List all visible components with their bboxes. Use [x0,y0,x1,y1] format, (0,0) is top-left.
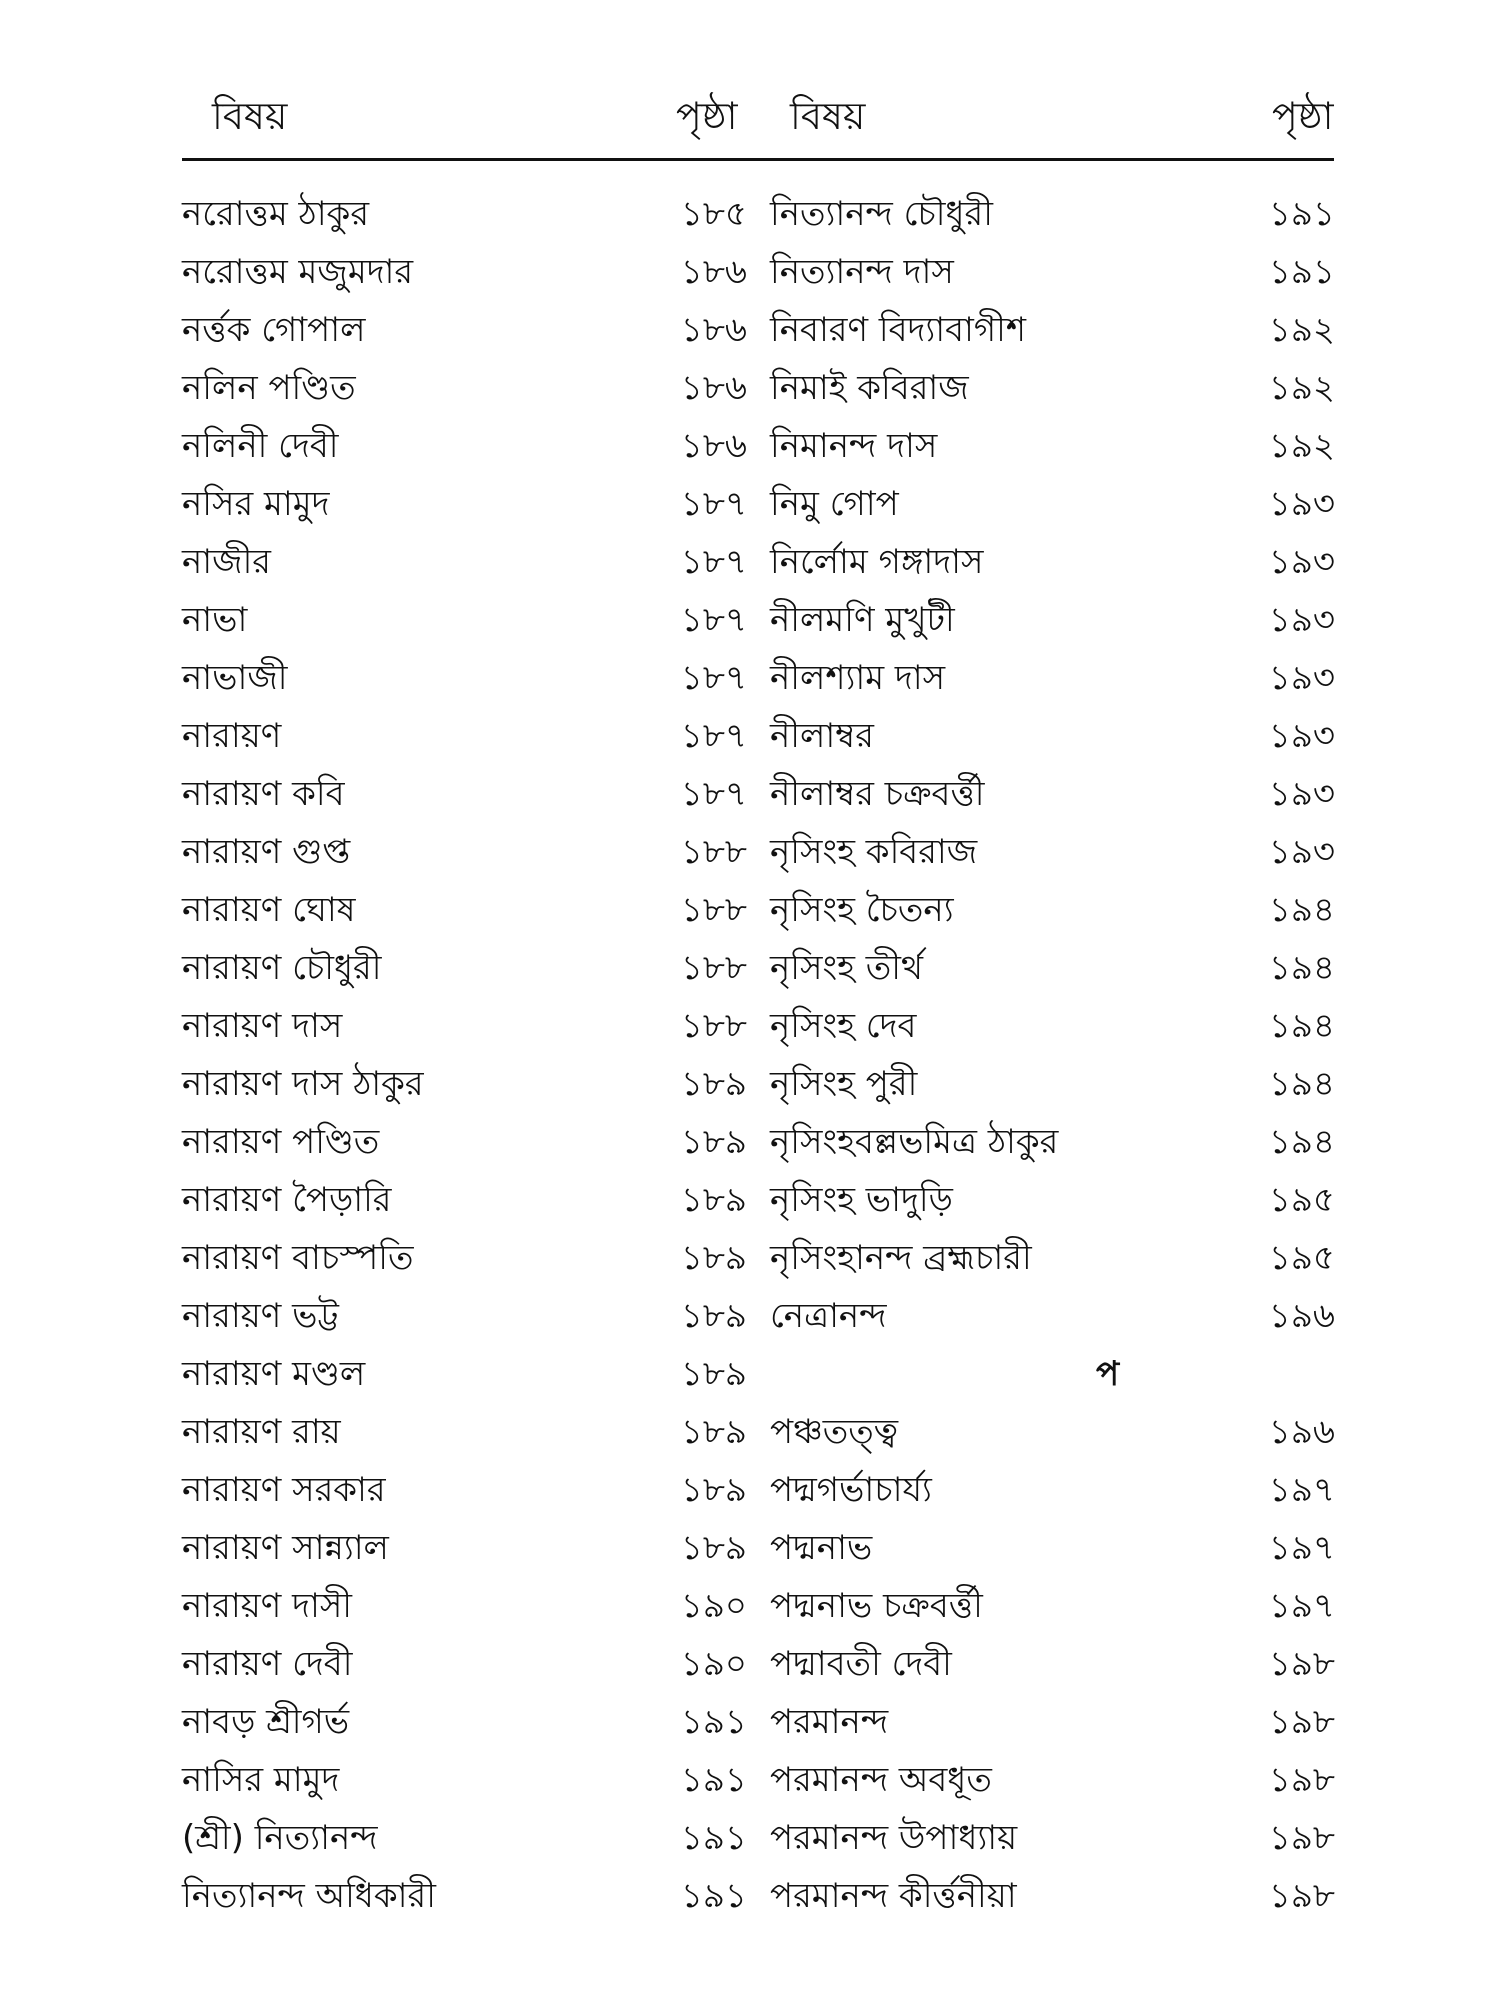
entry-name: নসির মামুদ [182,484,330,524]
index-entry [182,1055,747,1113]
entry-name: নারায়ণ গুপ্ত [182,832,351,872]
index-entry [770,939,1335,997]
entry-name: পদ্মনাভ চক্রবর্ত্তী [770,1586,983,1626]
entry-page-number: ১৮৭ [680,484,747,524]
entry-name: নারায়ণ [182,716,282,756]
entry-page-number: ১৯৩ [1268,484,1335,524]
entry-name: নীলাম্বর চক্রবর্ত্তী [770,774,985,814]
entry-page-number: ১৯৭ [1268,1528,1335,1568]
entry-page-number: ১৮৯ [680,1296,747,1336]
index-entry [182,591,747,649]
entry-name: নিত্যানন্দ দাস [770,252,954,292]
entry-page-number: ১৯২ [1268,310,1335,350]
entry-page-number: ১৮৬ [680,426,747,466]
index-entry [770,301,1335,359]
index-entry [770,823,1335,881]
entry-name: নৃসিংহ কবিরাজ [770,832,978,872]
entry-name: নাসির মামুদ [182,1760,340,1800]
entry-name: নারায়ণ দাস [182,1006,343,1046]
entry-page-number: ১৮৫ [680,194,747,234]
entry-name: নৃসিংহ পুরী [770,1064,918,1104]
index-entry [770,1055,1335,1113]
entry-name: নারায়ণ রায় [182,1412,341,1452]
entry-name: নারায়ণ দেবী [182,1644,353,1684]
index-entry [770,359,1335,417]
entry-name: নীলশ্যাম দাস [770,658,946,698]
entry-name: নৃসিংহ দেব [770,1006,917,1046]
entry-page-number: ১৯৩ [1268,600,1335,640]
entry-page-number: ১৯৪ [1268,1064,1335,1104]
entry-page-number: ১৯৪ [1268,1006,1335,1046]
entry-page-number: ১৯৩ [1268,774,1335,814]
entry-page-number: ১৮৭ [680,600,747,640]
left-index-column [182,185,747,1925]
entry-name: নির্লোম গঙ্গাদাস [770,542,984,582]
entry-page-number: ১৯৭ [1268,1470,1335,1510]
index-entry [770,1113,1335,1171]
index-entry [770,1403,1335,1461]
index-entry [182,1171,747,1229]
entry-page-number: ১৯৩ [1268,542,1335,582]
entry-page-number: ১৮৯ [680,1354,747,1394]
entry-name: নৃসিংহ ভাদুড়ি [770,1180,953,1220]
entry-name: পরমানন্দ কীর্ত্তনীয়া [770,1876,1017,1916]
index-entry [182,1113,747,1171]
entry-page-number: ১৯৩ [1268,832,1335,872]
index-entry [770,1693,1335,1751]
index-entry [182,1693,747,1751]
entry-page-number: ১৯৭ [1268,1586,1335,1626]
entry-page-number: ১৯৪ [1268,1122,1335,1162]
entry-page-number: ১৮৯ [680,1238,747,1278]
entry-name: নৃসিংহ চৈতন্য [770,890,954,930]
index-entry [182,1229,747,1287]
entry-name: নারায়ণ সান্ন্যাল [182,1528,389,1568]
index-entry [182,1867,747,1925]
entry-name: নারায়ণ মণ্ডল [182,1354,366,1394]
index-entry [770,243,1335,301]
entry-name: পরমানন্দ [770,1702,889,1742]
index-entry [770,997,1335,1055]
entry-page-number: ১৯১ [680,1702,747,1742]
index-entry [182,185,747,243]
entry-name: নারায়ণ চৌধুরী [182,948,382,988]
entry-name: নিবারণ বিদ্যাবাগীশ [770,310,1027,350]
entry-name: নেত্রানন্দ [770,1296,887,1336]
entry-page-number: ১৯৫ [1268,1238,1335,1278]
index-entry [770,1867,1335,1925]
index-entry [182,1403,747,1461]
index-entry [770,649,1335,707]
entry-name: নলিন পণ্ডিত [182,368,356,408]
entry-name: নারায়ণ দাস ঠাকুর [182,1064,424,1104]
entry-name: নারায়ণ সরকার [182,1470,386,1510]
index-entry [770,1809,1335,1867]
index-entry [770,1287,1335,1345]
entry-page-number: ১৯১ [680,1876,747,1916]
entry-name: নরোত্তম ঠাকুর [182,194,370,234]
entry-page-number: ১৮৭ [680,716,747,756]
index-entry [770,533,1335,591]
right-page-header: পৃষ্ঠা [1272,94,1334,138]
index-entry [770,765,1335,823]
index-entry [770,475,1335,533]
entry-page-number: ১৯৮ [1268,1876,1335,1916]
entry-page-number: ১৮৯ [680,1064,747,1104]
entry-name: নারায়ণ পৈড়ারি [182,1180,392,1220]
entry-name: নাজীর [182,542,272,582]
index-entry [182,301,747,359]
index-entry [182,649,747,707]
index-entry [182,1751,747,1809]
entry-name: নারায়ণ বাচস্পতি [182,1238,414,1278]
index-entry [770,185,1335,243]
entry-name: নিমু গোপ [770,484,899,524]
entry-name: নৃসিংহ তীর্থ [770,948,924,988]
entry-page-number: ১৯৩ [1268,658,1335,698]
left-page-header: পৃষ্ঠা [676,94,738,138]
index-entry [182,1809,747,1867]
index-entry [770,1519,1335,1577]
entry-name: নৃসিংহানন্দ ব্রহ্মচারী [770,1238,1032,1278]
entry-name: পরমানন্দ অবধূত [770,1760,992,1800]
index-entry [182,881,747,939]
entry-name: নারায়ণ ভট্ট [182,1296,339,1336]
entry-name: নিত্যানন্দ অধিকারী [182,1876,436,1916]
entry-name: নাবড় শ্রীগর্ভ [182,1702,350,1742]
entry-page-number: ১৮৭ [680,658,747,698]
entry-page-number: ১৯৪ [1268,890,1335,930]
index-entry [770,1577,1335,1635]
entry-name: নৃসিংহবল্লভমিত্র ঠাকুর [770,1122,1059,1162]
entry-page-number: ১৮৬ [680,368,747,408]
index-entry [770,1229,1335,1287]
header-rule [182,158,1334,161]
entry-page-number: ১৮৯ [680,1412,747,1452]
index-entry [770,707,1335,765]
entry-name: পদ্মাবতী দেবী [770,1644,952,1684]
entry-page-number: ১৯৮ [1268,1644,1335,1684]
index-entry [770,1171,1335,1229]
entry-page-number: ১৯৮ [1268,1818,1335,1858]
entry-page-number: ১৯১ [680,1818,747,1858]
index-entry [182,1345,747,1403]
index-entry [182,707,747,765]
entry-page-number: ১৯১ [1268,194,1335,234]
entry-page-number: ১৮৭ [680,542,747,582]
entry-page-number: ১৮৮ [680,832,747,872]
entry-page-number: ১৯৬ [1268,1296,1335,1336]
entry-name: নরোত্তম মজুমদার [182,252,414,292]
entry-name: পদ্মগর্ভাচার্য্য [770,1470,932,1510]
entry-name: (শ্রী) নিত্যানন্দ [182,1818,378,1858]
index-entry [182,1461,747,1519]
index-entry [770,591,1335,649]
entry-name: নর্ত্তক গোপাল [182,310,366,350]
entry-page-number: ১৯২ [1268,426,1335,466]
index-entry [770,417,1335,475]
entry-page-number: ১৯১ [1268,252,1335,292]
entry-name: নীলাম্বর [770,716,874,756]
index-entry [770,1635,1335,1693]
index-entry [182,765,747,823]
entry-page-number: ১৯৩ [1268,716,1335,756]
entry-name: নিত্যানন্দ চৌধুরী [770,194,993,234]
index-entry [182,939,747,997]
index-entry [770,1461,1335,1519]
entry-page-number: ১৯১ [680,1760,747,1800]
entry-name: নিমাই কবিরাজ [770,368,969,408]
entry-page-number: ১৯৮ [1268,1702,1335,1742]
entry-page-number: ১৯৪ [1268,948,1335,988]
index-entry [770,881,1335,939]
entry-page-number: ১৯০ [680,1586,747,1626]
entry-page-number: ১৮৯ [680,1470,747,1510]
left-subject-header: বিষয় [212,94,288,138]
entry-page-number: ১৮৮ [680,1006,747,1046]
entry-page-number: ১৮৮ [680,890,747,930]
entry-name: পঞ্চতত্ত্ব [770,1412,898,1452]
entry-page-number: ১৯০ [680,1644,747,1684]
index-entry [770,1751,1335,1809]
entry-name: নারায়ণ দাসী [182,1586,353,1626]
index-entry [182,1635,747,1693]
index-entry [182,823,747,881]
index-entry [182,243,747,301]
entry-name: নাভাজী [182,658,288,698]
entry-name: নারায়ণ ঘোষ [182,890,356,930]
entry-name: পদ্মনাভ [770,1528,873,1568]
index-entry [182,1577,747,1635]
entry-page-number: ১৯৫ [1268,1180,1335,1220]
right-subject-header: বিষয় [790,94,866,138]
entry-page-number: ১৮৮ [680,948,747,988]
index-entry [182,417,747,475]
entry-name: নারায়ণ পণ্ডিত [182,1122,380,1162]
index-entry [182,359,747,417]
entry-name: নিমানন্দ দাস [770,426,938,466]
entry-name: পরমানন্দ উপাধ্যায় [770,1818,1018,1858]
entry-page-number: ১৮৯ [680,1528,747,1568]
entry-page-number: ১৮৬ [680,310,747,350]
entry-name: নীলমণি মুখুটী [770,600,955,640]
entry-page-number: ১৮৯ [680,1180,747,1220]
index-entry [182,1287,747,1345]
index-entry [182,997,747,1055]
right-index-column [770,185,1335,1925]
entry-name: নাভা [182,600,248,640]
entry-name: নলিনী দেবী [182,426,339,466]
entry-page-number: ১৮৭ [680,774,747,814]
index-entry [182,475,747,533]
entry-name: নারায়ণ কবি [182,774,345,814]
entry-page-number: ১৮৬ [680,252,747,292]
entry-page-number: ১৯২ [1268,368,1335,408]
index-entry [182,533,747,591]
entry-page-number: ১৯৮ [1268,1760,1335,1800]
entry-page-number: ১৮৯ [680,1122,747,1162]
section-letter-heading: প [1095,1354,1120,1394]
entry-page-number: ১৯৬ [1268,1412,1335,1452]
index-entry [182,1519,747,1577]
